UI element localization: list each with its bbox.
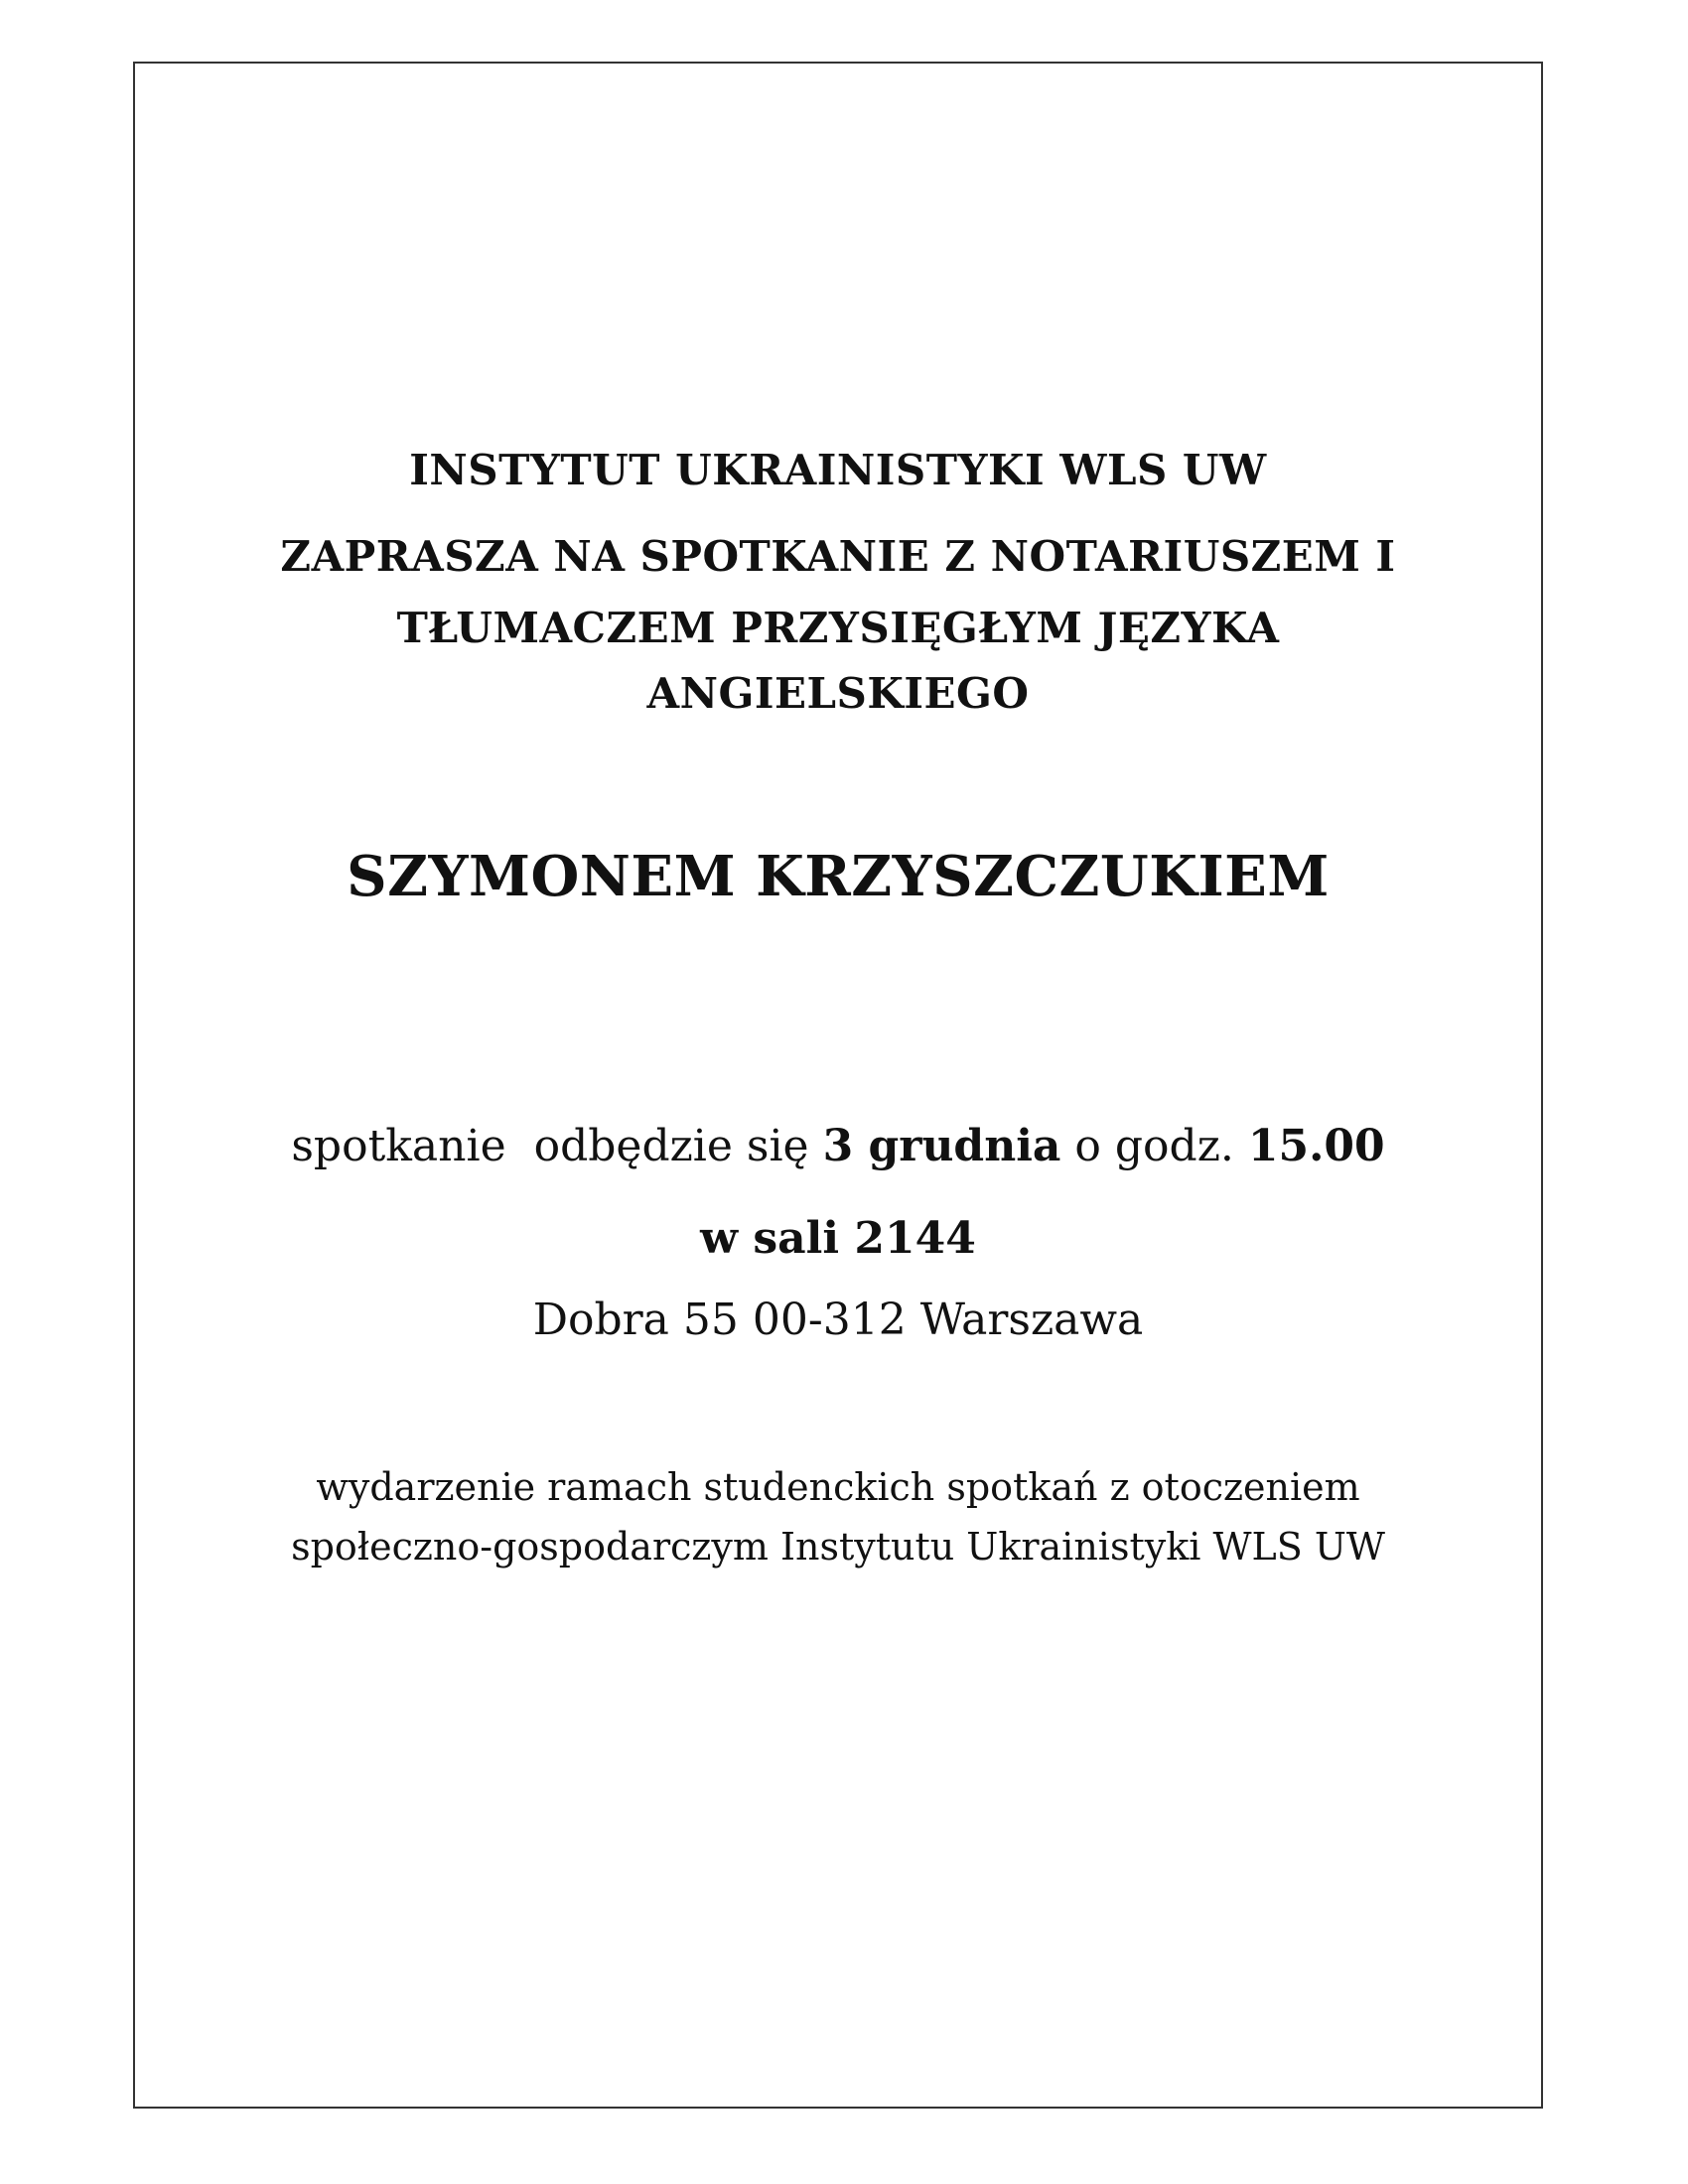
speaker-name: SZYMONEM KRZYSZCZUKIEM: [347, 844, 1330, 909]
event-address: Dobra 55 00-312 Warszawa: [532, 1295, 1144, 1345]
institute-title: INSTYTUT UKRAINISTYKI WLS UW: [409, 446, 1267, 494]
event-date-line: [135, 1121, 1541, 1171]
footer-note-line-2: społeczno-gospodarczym Instytutu Ukrainistyki WLS UW: [291, 1525, 1385, 1569]
invitation-line-3: ANGIELSKIEGO: [646, 669, 1030, 718]
poster-frame: [133, 62, 1543, 2109]
invitation-line-2: TŁUMACZEM PRZYSIĘGŁYM JĘZYKA: [396, 604, 1280, 652]
time-prefix: o godz.: [1060, 1121, 1248, 1171]
event-time: 15.00: [1247, 1121, 1385, 1171]
invitation-line-1: ZAPRASZA NA SPOTKANIE Z NOTARIUSZEM I: [280, 532, 1396, 581]
date-prefix: spotkanie odbędzie się: [291, 1121, 823, 1171]
event-date: 3 grudnia: [822, 1121, 1061, 1171]
footer-note-line-1: wydarzenie ramach studenckich spotkań z otoczeniem: [316, 1465, 1360, 1509]
event-room: w sali 2144: [700, 1213, 976, 1264]
